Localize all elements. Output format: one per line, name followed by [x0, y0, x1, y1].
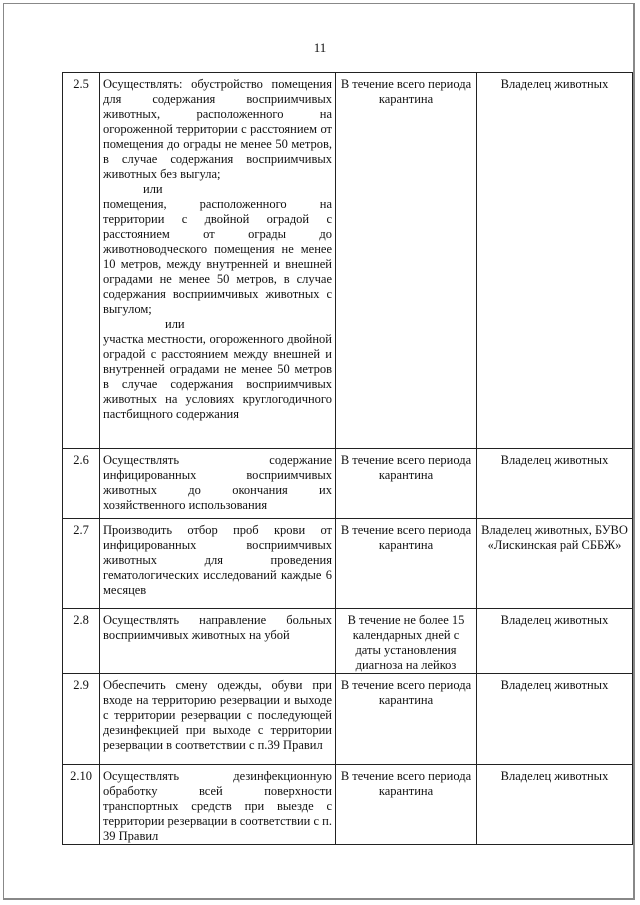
table-row [63, 765, 633, 845]
row-number: 2.7 [63, 519, 100, 609]
term-cell: В течение всего периода карантина [336, 674, 477, 765]
term-cell: В течение не более 15 календарных дней с даты установления диагноза на лейкоз [336, 609, 477, 674]
action-text: Осуществлять: обустройство помещения для содержания восприимчивых животных, расположенного на огороженной территории с расстоянием от помещения до ограды не менее 50 метров, в случае содержания восприимчивых животных без выгула; [103, 77, 332, 181]
action-or: или [165, 317, 185, 331]
action-cell: Осуществлять направление больных восприимчивых животных на убой [100, 609, 336, 674]
responsible-cell: Владелец животных [477, 73, 633, 449]
action-cell: Производить отбор проб крови от инфицированных восприимчивых животных для проведения гематологических исследований каждые 6 месяцев [100, 519, 336, 609]
action-cell: Осуществлять содержание инфицированных восприимчивых животных до окончания их хозяйственного использования [100, 449, 336, 519]
table-row [63, 449, 633, 519]
row-number: 2.6 [63, 449, 100, 519]
action-cell: Обеспечить смену одежды, обуви при входе на территорию резервации и выходе с территории резервации с последующей дезинфекцией при выходе с территории резервации в соответствии с п.39 Правил [100, 674, 336, 765]
row-number: 2.5 [63, 73, 100, 449]
row-number: 2.10 [63, 765, 100, 845]
responsible-cell: Владелец животных [477, 609, 633, 674]
table-row [63, 609, 633, 674]
responsible-cell: Владелец животных, БУВО «Лискинская рай СББЖ» [477, 519, 633, 609]
action-cell [100, 73, 336, 449]
row-number: 2.9 [63, 674, 100, 765]
term-cell: В течение всего периода карантина [336, 765, 477, 845]
row-number: 2.8 [63, 609, 100, 674]
page-number: 11 [313, 40, 327, 55]
table-row [63, 519, 633, 609]
action-or: или [143, 182, 163, 196]
table-row [63, 73, 633, 449]
action-text: помещения, расположенного на территории с двойной оградой с расстоянием от ограды до животноводческого помещения не менее 10 метров, между внутренней и внешней оградами не менее 50 метров, в случае содержания восприимчивых животных с выгулом; [103, 197, 332, 316]
measures-table [62, 72, 633, 845]
responsible-cell: Владелец животных [477, 449, 633, 519]
action-cell: Осуществлять дезинфекционную обработку всей поверхности транспортных средств при выезде с территории резервации в соответствии с п. 39 Правил [100, 765, 336, 845]
action-text: участка местности, огороженного двойной оградой с расстоянием между внешней и внутренней оградами не менее 50 метров в случае содержания восприимчивых животных на условиях круглогодичного пастбищного содержания [103, 332, 332, 421]
term-cell: В течение всего периода карантина [336, 519, 477, 609]
table-row [63, 674, 633, 765]
responsible-cell: Владелец животных [477, 674, 633, 765]
responsible-cell: Владелец животных [477, 765, 633, 845]
term-cell: В течение всего периода карантина [336, 449, 477, 519]
term-cell: В течение всего периода карантина [336, 73, 477, 449]
